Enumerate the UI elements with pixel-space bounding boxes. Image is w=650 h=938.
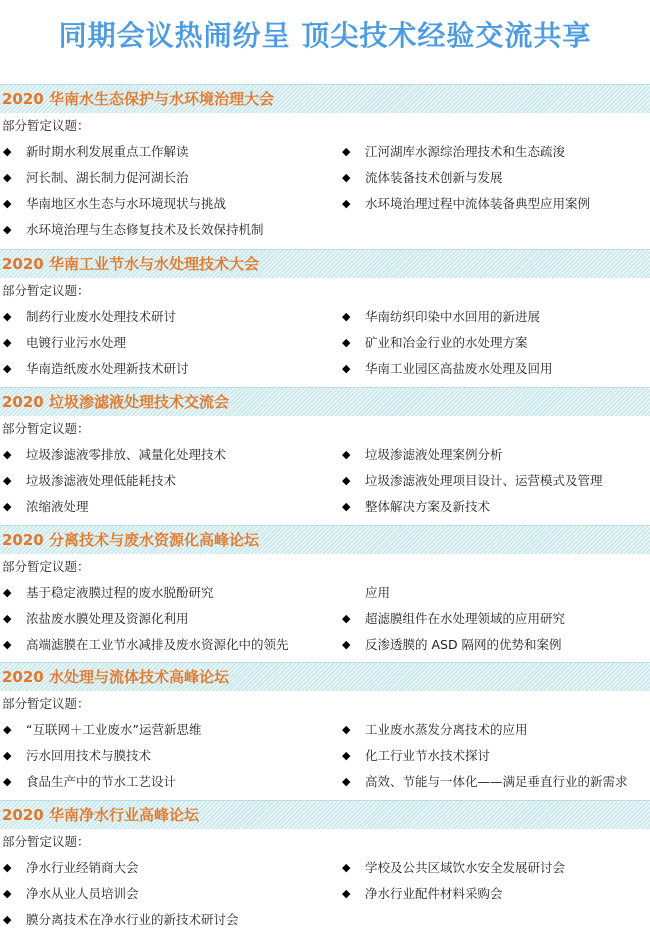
topic-text: “互联网＋工业废水”运营新思维 (26, 722, 202, 737)
conference-section (0, 387, 650, 520)
diamond-bullet-icon: ◆ (3, 362, 12, 375)
topic-item (339, 468, 650, 494)
diamond-bullet-icon: ◆ (3, 310, 12, 323)
topic-text: 化工行业节水技术探讨 (365, 748, 491, 763)
topic-text: 水环境治理与生态修复技术及长效保持机制 (26, 222, 264, 237)
topic-text: 净水行业配件材料采购会 (365, 886, 503, 901)
diamond-bullet-icon: ◆ (3, 145, 12, 158)
conference-section (0, 84, 650, 243)
section-header: 2020 华南净水行业高峰论坛 (0, 800, 650, 829)
topic-text: 华南地区水生态与水环境现状与挑战 (26, 196, 227, 211)
topic-text: 浓缩液处理 (26, 499, 89, 514)
topic-text: 水环境治理过程中流体装备典型应用案例 (365, 196, 591, 211)
diamond-bullet-icon: ◆ (342, 336, 351, 349)
diamond-bullet-icon: ◆ (342, 887, 351, 900)
diamond-bullet-icon: ◆ (342, 362, 351, 375)
section-subtitle: 部分暂定议题： (2, 696, 90, 711)
section-subtitle: 部分暂定议题： (2, 834, 90, 849)
topic-item (0, 468, 339, 494)
topic-item (0, 717, 339, 743)
topic-item (339, 881, 650, 907)
diamond-bullet-icon: ◆ (3, 336, 12, 349)
topic-text: 新时期水利发展重点工作解读 (26, 144, 189, 159)
topic-text: 垃圾渗滤液处理案例分析 (365, 447, 503, 462)
topic-text: 河长制、湖长制力促河湖长治 (26, 170, 189, 185)
topic-item (339, 494, 650, 520)
topic-text: 膜分离技术在净水行业的新技术研讨会 (26, 912, 239, 927)
topic-text: 污水回用技术与膜技术 (26, 748, 152, 763)
topic-list (0, 139, 650, 243)
conference-section (0, 662, 650, 795)
section-header: 2020 分离技术与废水资源化高峰论坛 (0, 525, 650, 554)
diamond-bullet-icon: ◆ (3, 171, 12, 184)
topic-item (339, 304, 650, 330)
diamond-bullet-icon: ◆ (342, 448, 351, 461)
diamond-bullet-icon: ◆ (3, 612, 12, 625)
diamond-bullet-icon: ◆ (3, 749, 12, 762)
conference-section (0, 525, 650, 658)
section-header: 2020 华南工业节水与水处理技术大会 (0, 249, 650, 278)
topic-text: 反渗透膜的 ASD 隔网的优势和案例 (365, 637, 562, 652)
topic-text: 食品生产中的节水工艺设计 (26, 774, 177, 789)
section-header: 2020 垃圾渗滤液处理技术交流会 (0, 387, 650, 416)
topic-item (0, 907, 339, 933)
diamond-bullet-icon: ◆ (3, 223, 12, 236)
diamond-bullet-icon: ◆ (3, 586, 12, 599)
topic-text: 流体装备技术创新与发展 (365, 170, 503, 185)
topic-item (339, 743, 650, 769)
diamond-bullet-icon: ◆ (342, 310, 351, 323)
topic-item (339, 580, 650, 606)
diamond-bullet-icon: ◆ (342, 145, 351, 158)
topic-text: 矿业和冶金行业的水处理方案 (365, 335, 528, 350)
diamond-bullet-icon: ◆ (342, 474, 351, 487)
topic-item (0, 442, 339, 468)
diamond-bullet-icon: ◆ (3, 448, 12, 461)
diamond-bullet-icon: ◆ (342, 197, 351, 210)
topic-item (339, 356, 650, 382)
topic-item (0, 217, 339, 243)
section-header: 2020 华南水生态保护与水环境治理大会 (0, 84, 650, 113)
topic-item (339, 139, 650, 165)
diamond-bullet-icon: ◆ (3, 775, 12, 788)
topic-text: 超滤膜组件在水处理领域的应用研究 (365, 611, 566, 626)
topic-item (339, 632, 650, 658)
topic-item (0, 494, 339, 520)
topic-text: 净水行业经销商大会 (26, 860, 139, 875)
topic-item (339, 165, 650, 191)
diamond-bullet-icon: ◆ (342, 723, 351, 736)
topic-item (0, 356, 339, 382)
diamond-bullet-icon: ◆ (3, 638, 12, 651)
topic-text: 垃圾渗滤液零排放、减量化处理技术 (26, 447, 227, 462)
topic-text: 工业废水蒸发分离技术的应用 (365, 722, 528, 737)
topic-item (0, 304, 339, 330)
diamond-bullet-icon: ◆ (3, 913, 12, 926)
topic-text: 基于稳定液膜过程的废水脱酚研究 (26, 585, 214, 600)
diamond-bullet-icon: ◆ (3, 861, 12, 874)
section-subtitle: 部分暂定议题： (2, 283, 90, 298)
topic-text: 制药行业废水处理技术研讨 (26, 309, 177, 324)
diamond-bullet-icon: ◆ (3, 500, 12, 513)
topic-text: 电镀行业污水处理 (26, 335, 127, 350)
topic-text: 垃圾渗滤液处理项目设计、运营模式及管理 (365, 473, 603, 488)
topic-list (0, 442, 650, 520)
topic-text: 垃圾渗滤液处理低能耗技术 (26, 473, 177, 488)
topic-item (339, 855, 650, 881)
conference-section (0, 249, 650, 382)
topic-item (0, 881, 339, 907)
topic-item (339, 717, 650, 743)
diamond-bullet-icon: ◆ (342, 775, 351, 788)
topic-item (339, 442, 650, 468)
topic-text: 学校及公共区域饮水安全发展研讨会 (365, 860, 566, 875)
topic-text: 高端滤膜在工业节水减排及废水资源化中的领先 (26, 637, 289, 652)
topic-item (339, 606, 650, 632)
page-title: 同期会议热闹纷呈 顶尖技术经验交流共享 (58, 19, 592, 52)
topic-item (0, 606, 339, 632)
topic-text: 净水从业人员培训会 (26, 886, 139, 901)
diamond-bullet-icon: ◆ (3, 197, 12, 210)
topic-list (0, 855, 650, 933)
topic-item (0, 139, 339, 165)
diamond-bullet-icon: ◆ (342, 500, 351, 513)
diamond-bullet-icon: ◆ (3, 723, 12, 736)
topic-item (0, 330, 339, 356)
topic-list (0, 717, 650, 795)
topic-text: 华南造纸废水处理新技术研讨 (26, 361, 189, 376)
topic-item (0, 580, 339, 606)
topic-item (0, 855, 339, 881)
section-subtitle: 部分暂定议题： (2, 118, 90, 133)
topic-item (0, 769, 339, 795)
topic-item (0, 191, 339, 217)
diamond-bullet-icon: ◆ (342, 612, 351, 625)
topic-list (0, 580, 650, 658)
conference-section (0, 800, 650, 933)
diamond-bullet-icon: ◆ (342, 638, 351, 651)
section-subtitle: 部分暂定议题： (2, 421, 90, 436)
topic-item (0, 632, 339, 658)
topic-item (339, 191, 650, 217)
section-header: 2020 水处理与流体技术高峰论坛 (0, 662, 650, 691)
diamond-bullet-icon: ◆ (342, 749, 351, 762)
topic-text: 高效、节能与一体化——满足垂直行业的新需求 (365, 774, 628, 789)
topic-text: 江河湖库水源综治理技术和生态疏浚 (365, 144, 566, 159)
diamond-bullet-icon: ◆ (3, 887, 12, 900)
topic-text: 华南工业园区高盐废水处理及回用 (365, 361, 553, 376)
diamond-bullet-icon: ◆ (342, 861, 351, 874)
topic-text: 浓盐废水膜处理及资源化利用 (26, 611, 189, 626)
section-subtitle: 部分暂定议题： (2, 559, 90, 574)
diamond-bullet-icon: ◆ (3, 474, 12, 487)
topic-text: 华南纺织印染中水回用的新进展 (365, 309, 541, 324)
topic-item (0, 743, 339, 769)
topic-item (0, 165, 339, 191)
topic-item (339, 330, 650, 356)
topic-text: 应用 (365, 585, 391, 600)
topic-item (339, 769, 650, 795)
diamond-bullet-icon: ◆ (342, 171, 351, 184)
topic-list (0, 304, 650, 382)
topic-text: 整体解决方案及新技术 (365, 499, 491, 514)
